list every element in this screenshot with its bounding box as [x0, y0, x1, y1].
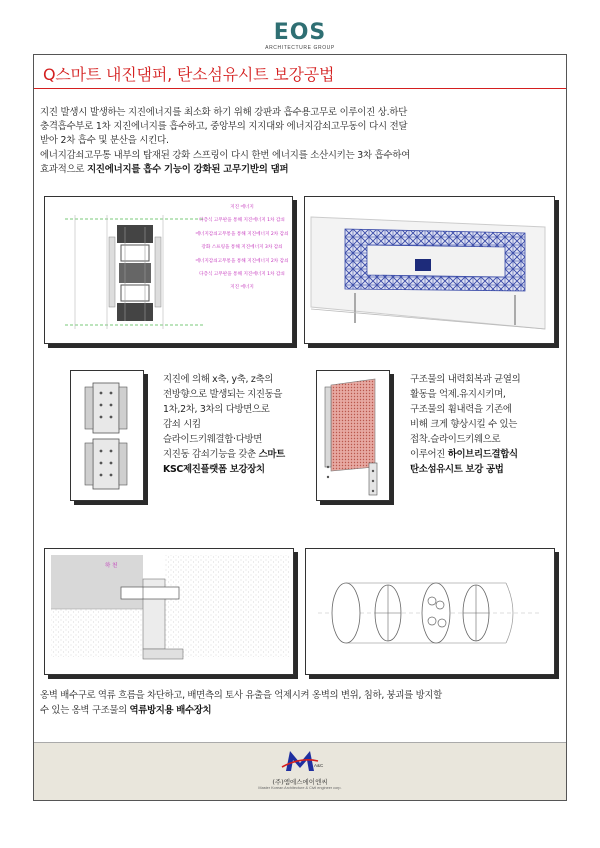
carbon-line-text: 이루어진 — [410, 449, 448, 460]
drainage-device-diagram — [305, 548, 555, 675]
damper-label: 에너지감쇠고무통을 통해 지진에너지 2차 감쇠 — [195, 258, 289, 264]
carbon-line: 활동을 억제.유지시키며, — [410, 389, 506, 400]
drainage-line-text: 수 있는 옹벽 구조물의 — [40, 705, 130, 716]
carbon-line: 비해 크게 향상시킬 수 있는 — [410, 419, 518, 430]
footer-company-name: (주)엠에스에이엔씨 — [272, 778, 328, 786]
intro-line: 에너지감쇠고무통 내부의 탑재된 강화 스프링이 다시 한번 에너지를 소산시키는 3차 흡수하여 — [40, 149, 411, 161]
drainage-highlight: 역류방지용 배수장치 — [129, 705, 212, 716]
damper-diagram — [44, 196, 293, 344]
intro-highlight: 지진에너지를 흡수 기능이 강화된 고무기반의 댐퍼 — [87, 163, 289, 175]
platform-line: 1차,2차, 3차의 다방면으로 — [163, 404, 270, 415]
carbon-line — [410, 462, 560, 477]
damper-label: 다층식 고무판을 통해 지진에너지 1차 감쇠 — [199, 218, 285, 224]
damper-labels — [195, 205, 289, 291]
intro-line-text: 효과적으로 — [40, 163, 88, 175]
carbon-sheet-drawing — [317, 371, 389, 500]
platform-description — [163, 372, 308, 477]
footer-logo-text: A&C — [314, 763, 324, 768]
platform-drawing — [71, 371, 143, 500]
platform-line: 전방향으로 발생되는 지진동을 — [163, 389, 283, 400]
page-title: Q스마트 내진댐퍼, 탄소섬유시트 보강공법 — [43, 65, 335, 84]
intro-line: 지진 발생시 발생하는 지진에너지를 최소화 하기 위해 강판과 흡수용고무로 이루이진 상.하단 — [40, 107, 408, 118]
platform-line: 감쇠 시킴 — [163, 419, 201, 430]
retaining-wall-drawing — [45, 549, 293, 674]
platform-device-image — [70, 370, 144, 501]
footer-logo-mark — [280, 747, 320, 775]
platform-line — [163, 462, 308, 477]
intro-line: 받아 2차 흡수 및 분산을 시킨다. — [40, 135, 169, 147]
carbon-line — [410, 447, 560, 462]
footer — [34, 742, 566, 800]
drainage-drawing — [306, 549, 554, 674]
carbon-highlight: 하이브리드결합식 — [447, 449, 518, 460]
damper-label: 지진 에너지 — [230, 205, 254, 210]
footer-logo — [280, 747, 324, 775]
drainage-description — [40, 688, 565, 718]
damper-label: 다층식 고무판을 통해 지진에너지 1차 감쇠 — [199, 272, 285, 278]
platform-line — [163, 447, 308, 462]
title-underline — [34, 88, 566, 89]
drainage-line — [40, 703, 565, 718]
carbon-sheet-image — [316, 370, 390, 501]
logo-mark: EOS — [273, 20, 327, 45]
platform-line: 지진에 의해 x축, y축, z축의 — [163, 374, 274, 385]
damper-label: 강화 스프링을 통해 지진에너지 3차 감쇠 — [201, 245, 283, 251]
drainage-line: 옹벽 배수구로 역류 흐름을 차단하고, 배면측의 토사 유출을 억제시켜 옹벽의 변위, 침하, 붕괴를 방지할 — [40, 690, 442, 701]
intro-paragraph — [40, 106, 565, 177]
carbon-line: 구조물의 휨내력을 기존에 — [410, 404, 512, 415]
carbon-sheet-description — [410, 372, 560, 477]
retaining-wall-diagram — [44, 548, 294, 675]
carbon-highlight: 탄소섬유시트 보강 공법 — [410, 464, 504, 475]
carbon-line: 구조물의 내력회복과 균열의 — [410, 374, 521, 385]
damper-label: 지진 에너지 — [230, 285, 254, 291]
damper-label: 에너지감쇠고무통을 통해 지진에너지 2차 감쇠 — [195, 231, 289, 237]
intro-line: 충격흡수부로 1차 지진에너지를 흡수하고, 중앙부의 지지대와 에너지감쇠고무동이 다시 전달 — [40, 121, 408, 133]
logo-subtitle: ARCHITECTURE GROUP — [265, 45, 335, 51]
platform-line: 슬라이드키웨결합·다방면 — [163, 434, 262, 445]
carbon-line: 접착.슬라이드키웨으로 — [410, 434, 501, 445]
platform-highlight: KSC제진플랫폼 보강장치 — [163, 464, 265, 475]
intro-line — [40, 163, 565, 177]
platform-line-text: 지진동 감쇠기능을 갖춘 — [163, 449, 259, 460]
platform-highlight: 스마트 — [258, 449, 285, 460]
footer-company-subtitle: Master Korean Architecture & Civil engineer corp. — [258, 786, 342, 790]
truss-frame-diagram — [304, 196, 555, 344]
river-label: 하 천 — [105, 563, 118, 569]
truss-drawing — [305, 197, 554, 343]
company-logo — [0, 22, 600, 51]
